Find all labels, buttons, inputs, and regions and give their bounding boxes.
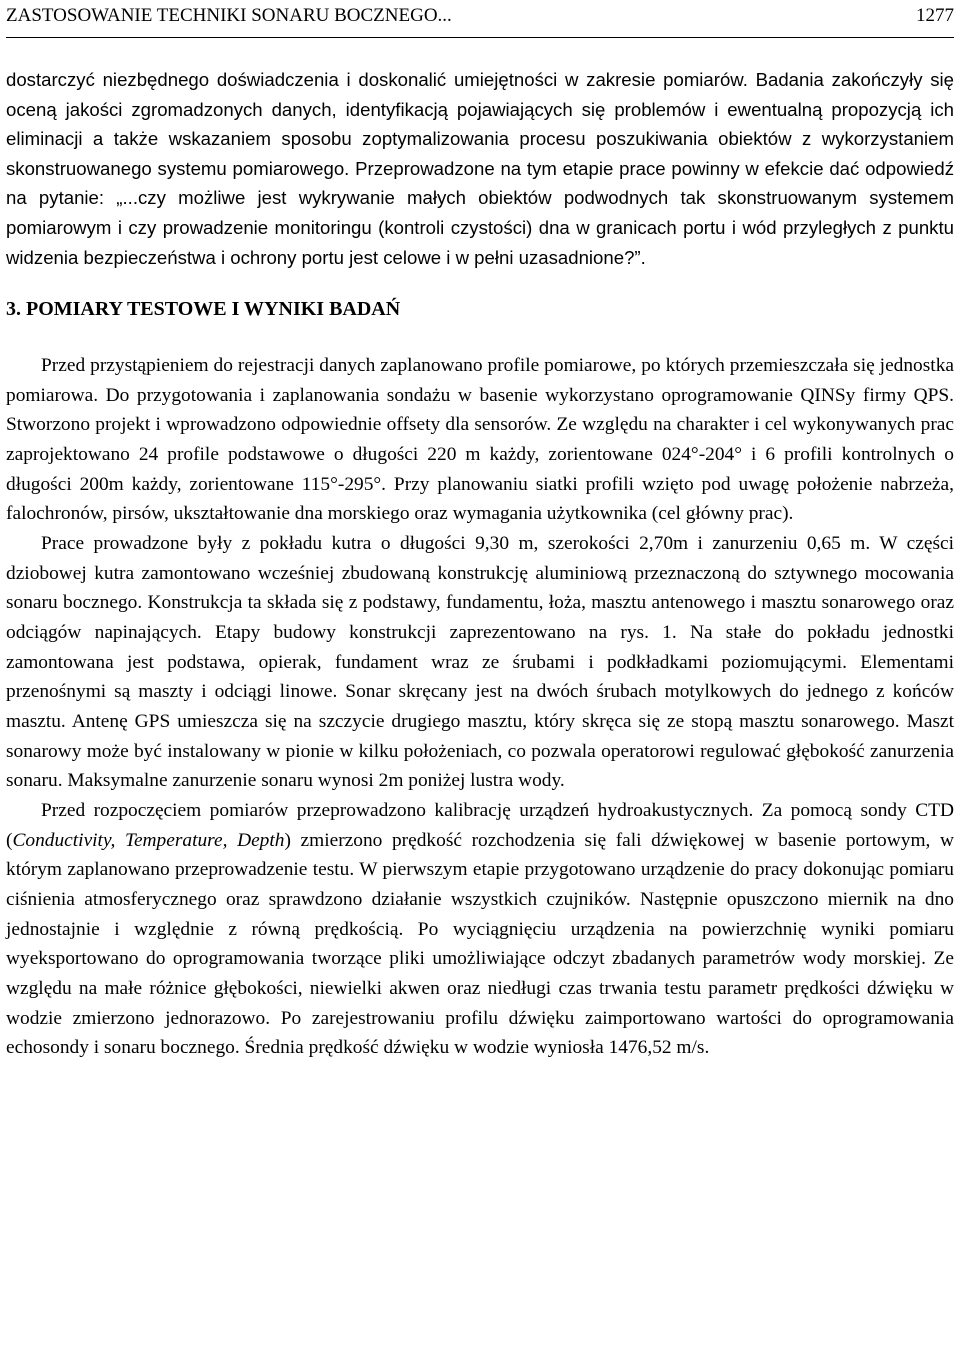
running-title: ZASTOSOWANIE TECHNIKI SONARU BOCZNEGO... [6,5,452,26]
body-section [6,351,954,1063]
ctd-expansion: Conductivity, Temperature, Depth [12,829,285,851]
header-rule [6,37,954,38]
body-paragraph-3 [6,796,954,1063]
document-page [6,0,954,1063]
body-paragraph-2: Prace prowadzone były z pokładu kutra o długości 9,30 m, szerokości 2,70m i zanurzeniu 0,65 m. W części dziobowej kutra zamontowano wcześniej zbudowaną konstrukcję aluminiową przeznaczoną do sztywnego mocowania sonaru bocznego. Konstrukcja ta składa się z podstawy, fundamentu, łoża, masztu antenowego i masztu sonarowego oraz odciągów napinających. Etapy budowy konstrukcji zaprezentowano na rys. 1. Na stałe do pokładu jednostki zamontowana jest podstawa, opierak, fundament wraz ze śrubami i podkładkami poziomującymi. Elementami przenośnymi są maszty i odciągi linowe. Sonar skręcany jest na dwóch śrubach motylkowych do jednego z końców masztu. Antenę GPS umieszcza się na szczycie drugiego masztu, który skręca się ze stopą masztu sonarowego. Maszt sonarowy może być instalowany w pionie w kilku położeniach, co pozwala operatorowi regulować głębokość zanurzenia sonaru. Maksymalne zanurzenie sonaru wynosi 2m poniżej lustra wody. [6,533,954,792]
running-header [6,2,954,30]
body-paragraph-1: Przed przystąpieniem do rejestracji danych zaplanowano profile pomiarowe, po których przemieszczała się jednostka pomiarowa. Do przygotowania i zaplanowania sondażu w basenie wykorzystano oprogramowanie QINSy firmy QPS. Stworzono projekt i wprowadzono odpowiednie offsety dla sensorów. Ze względu na charakter i cel wykonywanych prac zaprojektowano 24 profile podstawowe o długości 220 m każdy, zorientowane 024°-204° i 6 profili kontrolnych o długości 200m każdy, zorientowane 115°-295°. Przy planowaniu siatki profili wzięto pod uwagę położenie nabrzeża, falochronów, pirsów, ukształtowanie dna morskiego oraz wymagania użytkownika (cel główny prac). [6,355,954,525]
intro-paragraph: dostarczyć niezbędnego doświadczenia i doskonalić umiejętności w zakresie pomiarów. Badania zakończyły się oceną jakości zgromadzonych danych, identyfikacją pojawiających się problemów i ewentualną propozycją ich eliminacji a także wskazaniem sposobu zoptymalizowania procesu poszukiwania obiektów z wykorzystaniem skonstruowanego systemu pomiarowego. Przeprowadzone na tym etapie prace powinny w efekcie dać odpowiedź na pytanie: „...czy możliwe jest wykrywanie małych obiektów podwodnych tak skonstruowanym systemem pomiarowym i czy prowadzenie monitoringu (kontroli czystości) dna w granicach portu i wód przyległych z punktu widzenia bezpieczeństwa i ochrony portu jest celowe i w pełni uzasadnione?”. [6,69,954,268]
page-number: 1277 [916,5,954,26]
paragraph-3-start: Przed rozpoczęciem pomiarów przeprowadzono kalibrację urządzeń hydroakustycznych. Za pomocą sondy CTD ( [6,800,954,851]
intro-section [6,65,954,272]
section-heading: 3. POMIARY TESTOWE I WYNIKI BADAŃ [6,298,401,321]
paragraph-3-rest: ) zmierzono prędkość rozchodzenia się fali dźwiękowej w basenie portowym, w którym zaplanowano przeprowadzenie testu. W pierwszym etapie przygotowano urządzenie do pracy dokonując pomiaru ciśnienia atmosferycznego oraz sprawdzono działanie wszystkich czujników. Następnie opuszczono miernik na dno jednostajnie i względnie z równą prędkością. Po wyciągnięciu urządzenia na powierzchnię wyniki pomiaru wyeksportowano do oprogramowania tworzące pliki umożliwiające odczyt zbadanych parametrów wody morskiej. Ze względu na małe różnice głębokości, niewielki akwen oraz niedługi czas trwania testu parametr prędkości dźwięku w wodzie zmierzono jednorazowo. Po zarejestrowaniu profilu dźwięku zaimportowano wartości do oprogramowania echosondy i sonaru bocznego. Średnia prędkość dźwięku w wodzie wyniosła 1476,52 m/s. [6,829,954,1059]
